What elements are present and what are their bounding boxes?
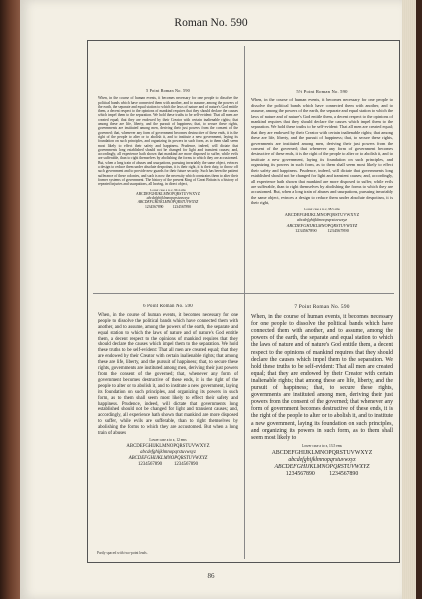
specimen-6-point	[98, 304, 238, 467]
specimen-lowercase: abcdefghijklmnopqrstuvwxyz	[140, 449, 196, 455]
specimen-italic-caps: ABCDEFGHIJKLMNOPQRSTUVWXYZ	[274, 464, 370, 471]
footnote: Partly spaced with two-point leads.	[97, 551, 148, 555]
specimen-5-point	[98, 89, 238, 209]
page-number: 86	[207, 572, 215, 580]
specimen-text: When, in the course of human events, it becomes necessary for one people to dissolve the political bands which have connected them with another, and to assume, among the powers of the earth, the separate and equal station to which the laws of nature and of nature's God entitle them, a decent respect to the opinions of mankind requires that they should declare the causes which impel them to the separation. We hold these truths to be self-evident: That all men are created equal; that they are endowed by their Creator with certain inalienable rights; that among these are life, liberty, and the pursuit of happiness; that, to secure these rights, governments are instituted among men, deriving their just powers from the consent of the governed; that whenever any form of government becomes destructive of these ends, it is the right of the people to alter or to abolish it, and to institute a new government, laying its foundation on such principles, and organizing its powers in such form, as to them shall seem most likely to	[251, 314, 393, 441]
specimen-note: Lower case a to z, 13.5 ems	[302, 443, 342, 448]
specimen-heading: 6 Point Roman No. 590	[143, 304, 193, 309]
row-divider	[93, 293, 394, 294]
specimen-figures: 1234567890 1234567890	[144, 204, 192, 209]
specimen-italic-caps: ABCDEFGHIJKLMNOPQRSTUVWXYZ	[137, 200, 199, 205]
specimen-lowercase: abcdefghijklmnopqrstuvwxyz	[146, 196, 190, 201]
specimen-figures: 1234567890 1234567890	[285, 471, 359, 478]
specimen-lowercase: abcdefghijklmnopqrstuvwxyz	[297, 217, 347, 223]
specimen-note: Lower case a to z, 90.4 ems	[150, 187, 186, 192]
specimen-5-5-point	[251, 89, 393, 234]
column-divider	[244, 46, 245, 559]
specimen-figures: 1234567890 1234567890	[295, 228, 349, 234]
specimen-7-point	[251, 304, 393, 478]
specimen-caps: ABCDEFGHIJKLMNOPQRSTUVWXYZ	[271, 449, 373, 456]
specimen-text: When, in the course of human events, it becomes necessary for one people to dissolve the political bands which have connected them with another, and to assume, among the powers of the earth, the separate and equal station to which the laws of nature and of nature's God entitle them, a decent respect to the opinions of mankind requires that they should declare the causes which impel them to the separation. We hold these truths to be self-evident: That all men are created equal; that they are endowed by their Creator with certain inalienable rights; that among these are life, liberty, and the pursuit of happiness; that, to secure these rights, governments are instituted among men, deriving their just powers from the consent of the governed; that, whenever any form of government becomes destructive of these ends, it is the right of the people to alter or to abolish it, and to institute a new government, laying its foundation on such principles, and organizing its powers in such form, as to them shall seem most likely to effect their safety and happiness. Prudence, indeed, will dictate that governments long established should not be changed for light and transient causes; and, accordingly, all experience hath shown that mankind are more disposed to suffer, while evils are sufferable, than to right themselves by abolishing the forms to which they are accustomed. But, when a long train of abuses and usurpations, pursuing invariably the same object, evinces a design to reduce them under absolute despotism, it is their right, it is their duty, to throw off such government and to provide new guards for their future security. Such has been the patient sufferance of these colonies, and such is now the necessity which constrains them to alter their former systems of government. The history of the present King of Great Britain is a history of repeated injuries and usurpations, all having, in direct object,	[98, 96, 238, 187]
specimen-lowercase: abcdefghijklmnopqrstuvwxyz	[288, 456, 356, 463]
specimen-caps: ABCDEFGHIJKLMNOPQRSTUVWXYZ	[284, 211, 360, 217]
book-cover-edge	[416, 0, 422, 599]
specimen-italic-caps: ABCDEFGHIJKLMNOPQRSTUVWXYZ	[286, 222, 358, 228]
specimen-frame	[87, 40, 400, 563]
specimen-text: When, in the course of human events, it becomes necessary for one people to dissolve the political bands which have connected them with another, and to assume, among the powers of the earth, the separate and equal station to which the laws of nature and of nature's God entitle them, a decent respect to the opinions of mankind requires that they should declare the causes which impel them to the separation. We hold these truths to be self-evident: That all men are created equal; that they are endowed by their Creator with certain inalienable rights; that among these are life, liberty, and the pursuit of happiness; that, to secure these rights, governments are instituted among men, deriving their just powers from the consent of the governed; that, whenever any form of government becomes destructive of these ends, it is the right of the people to alter or to abolish it, and to institute a new government, laying its foundation on such principles, and organizing its powers in such form, as to them shall seem most likely to effect their safety and happiness. Prudence, indeed, will dictate that governments long established should not be changed for light and transient causes; and, accordingly, all experience hath shown that mankind are more disposed to suffer, while evils are sufferable, than to right themselves by abolishing the forms to which they are accustomed. But when a long train of abuses	[98, 312, 238, 437]
specimen-caps: ABCDEFGHIJKLMNOPQRSTUVWXYZ	[126, 443, 210, 449]
specimen-heading: 5½ Point Roman No. 590	[296, 89, 348, 94]
book-binding-left	[0, 0, 20, 599]
specimen-caps: ABCDEFGHIJKLMNOPQRSTUVWXYZ	[136, 191, 200, 196]
specimen-italic-caps: ABCDEFGHIJKLMNOPQRSTUVWXYZ	[128, 455, 208, 461]
page-stack-edge	[402, 0, 422, 599]
specimen-heading: 7 Point Roman No. 590	[294, 304, 350, 310]
specimen-heading: 5 Point Roman No. 590	[146, 89, 190, 93]
specimen-note: Lower case a to z, 98.5 ems	[304, 206, 340, 211]
specimen-figures: 1234567890 1234567890	[138, 461, 198, 467]
page-title: Roman No. 590	[174, 17, 248, 29]
specimen-note: Lower case a to z, 12 ems	[149, 437, 187, 442]
specimen-text: When, in the course of human events, it becomes necessary for one people to dissolve the political bands which have connected them with another, and to assume, among the powers of the earth, the separate and equal station to which the laws of nature and of nature's God entitle them, a decent respect to the opinions of mankind requires that they should declare the causes which impel them to the separation. We hold these truths to be self-evident: That all men are created equal; that they are endowed by their Creator with certain inalienable rights; that among these are life, liberty, and the pursuit of happiness; that, to secure these rights, governments are instituted among men, deriving their just powers from the consent of the governed; that whenever any form of government becomes destructive of these ends, it is the right of the people to alter or to abolish it, and to institute a new government, laying its foundation on such principles, and organizing its powers in such form, as to them shall seem most likely to effect their safety and happiness. Prudence, indeed, will dictate that governments long established should not be changed for light and transient causes; and, accordingly, all experience hath shown that mankind are more disposed to suffer, while evils are sufferable, than to right themselves by abolishing the forms to which they are accustomed. But, when a long train of abuses and usurpations, pursuing invariably the same object, evinces a design to reduce them under absolute despotism, it is their right,	[251, 97, 393, 206]
book-page	[20, 0, 402, 599]
